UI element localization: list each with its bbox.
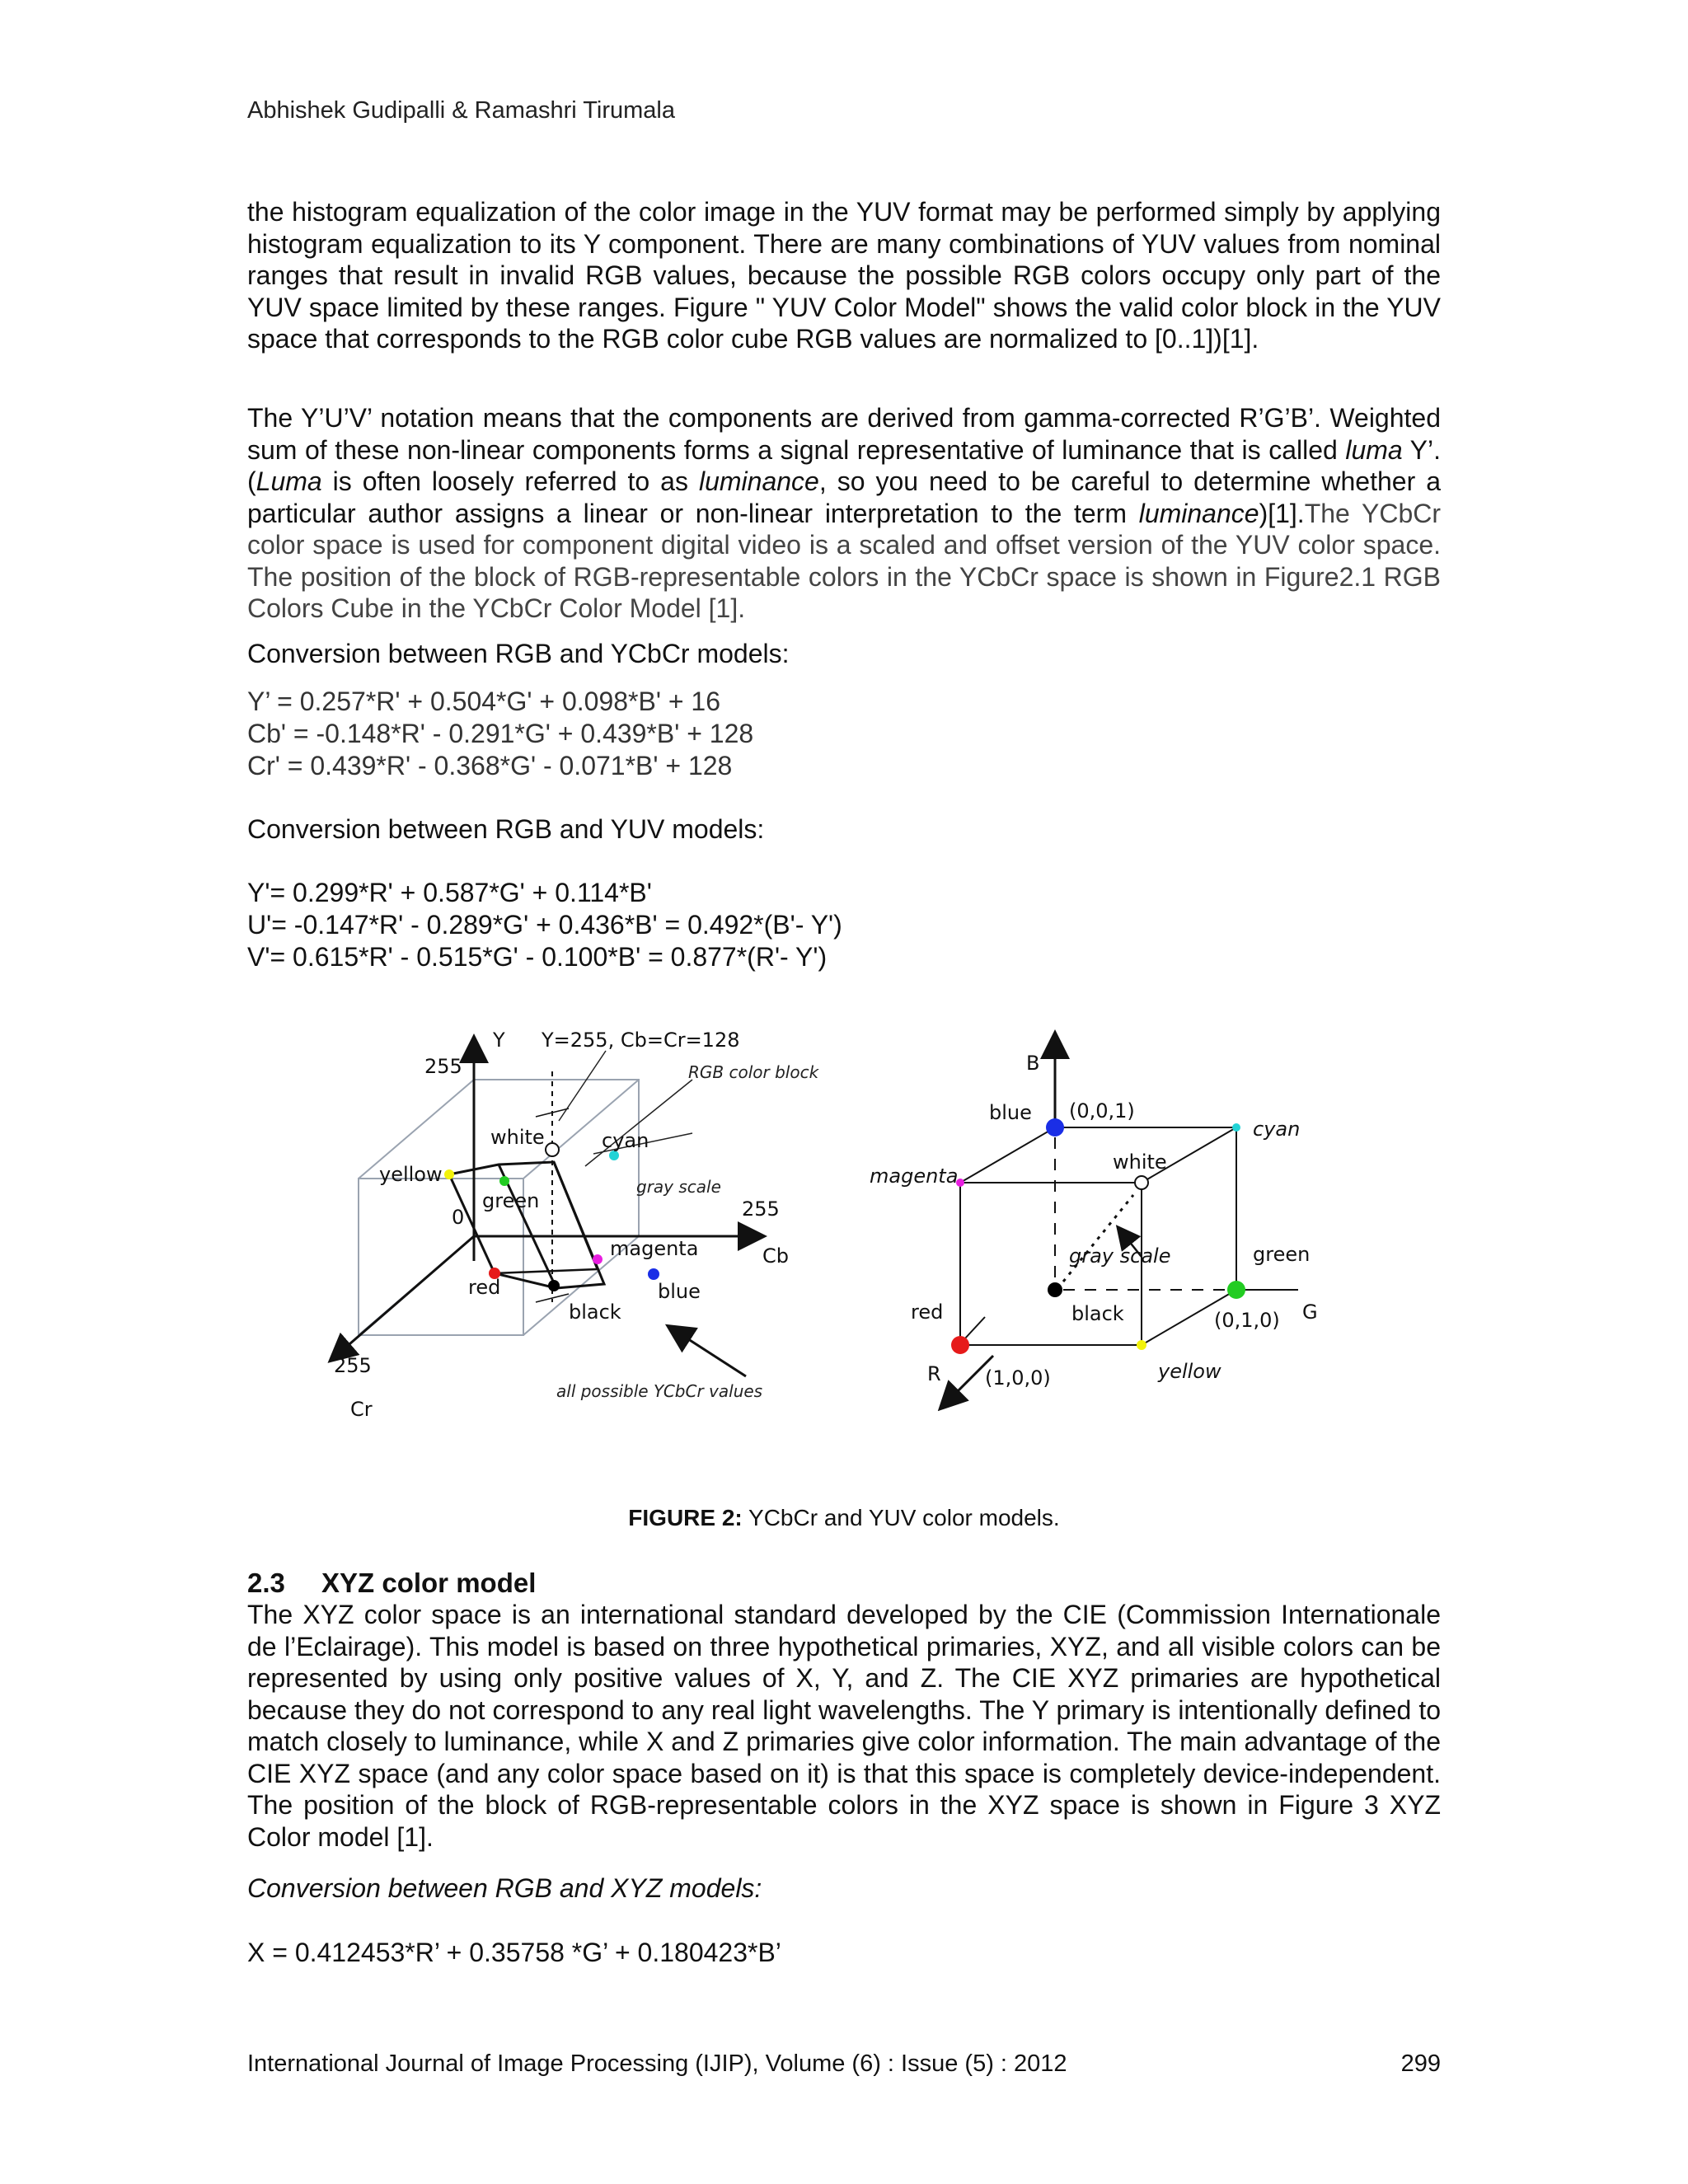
italic-term: Luma bbox=[256, 466, 322, 496]
node-blue bbox=[1046, 1118, 1064, 1137]
label-gray-scale: gray scale bbox=[1069, 1244, 1171, 1268]
section-heading bbox=[247, 1568, 536, 1599]
gray-scale-diagonal bbox=[1063, 1195, 1133, 1282]
node-white bbox=[546, 1143, 559, 1156]
ycbcr-diagram bbox=[313, 1022, 874, 1451]
y-axis-label: Y bbox=[493, 1029, 505, 1052]
g-axis-label: G bbox=[1302, 1301, 1318, 1324]
cr-axis-line bbox=[331, 1236, 474, 1360]
footer-journal: International Journal of Image Processing (IJIP), Volume (6) : Issue (5) : 2012 bbox=[247, 2050, 1067, 2077]
equation-y: Y’ = 0.257*R' + 0.504*G' + 0.098*B' + 16 bbox=[247, 687, 720, 716]
label-yellow: yellow bbox=[379, 1163, 443, 1186]
tick-255-y: 255 bbox=[424, 1055, 462, 1078]
label-red: red bbox=[468, 1276, 501, 1299]
label-black: black bbox=[1071, 1302, 1124, 1325]
label-yellow: yellow bbox=[1158, 1360, 1221, 1383]
label-blue: blue bbox=[658, 1280, 701, 1303]
text-run: Y’. ( bbox=[247, 434, 1442, 496]
label-red: red bbox=[911, 1301, 944, 1324]
b-axis-label: B bbox=[1026, 1052, 1040, 1075]
tick-0: 0 bbox=[452, 1206, 465, 1229]
node-red bbox=[951, 1336, 969, 1354]
node-black bbox=[1048, 1282, 1062, 1297]
text-run: The Y’U’V’ notation means that the components are derived from gamma-corrected R’G’B’. Weighted sum of these non-linear components forms a signal representative of luminance that is called bbox=[247, 403, 1441, 465]
caption-text: YCbCr and YUV color models. bbox=[742, 1505, 1060, 1530]
italic-term: luminance bbox=[698, 466, 819, 496]
node-cyan bbox=[1232, 1123, 1240, 1132]
label-gray-scale: gray scale bbox=[636, 1177, 721, 1197]
yuv-equations bbox=[247, 877, 842, 973]
yuv-conversion-heading: Conversion between RGB and YUV models: bbox=[247, 814, 765, 844]
xyz-conversion-heading: Conversion between RGB and XYZ models: bbox=[247, 1873, 762, 1903]
label-blue-coord: (0,0,1) bbox=[1069, 1099, 1135, 1122]
tick-255-cb: 255 bbox=[742, 1197, 780, 1221]
equation-u: U'= -0.147*R' - 0.289*G' + 0.436*B' = 0.492*(B'- Y') bbox=[247, 910, 842, 940]
equation-x: X = 0.412453*R’ + 0.35758 *G’ + 0.180423*B’ bbox=[247, 1938, 781, 1967]
hidden-edge-tick bbox=[964, 1317, 985, 1339]
node-yellow bbox=[444, 1169, 454, 1179]
node-magenta bbox=[593, 1254, 603, 1264]
italic-term: luminance bbox=[1138, 498, 1259, 528]
text-run: is often loosely referred to as bbox=[321, 466, 699, 496]
ycbcr-equations bbox=[247, 686, 753, 782]
rgb-color-block bbox=[449, 1162, 604, 1288]
cr-axis-label: Cr bbox=[350, 1398, 373, 1421]
gray-pointer-anchor bbox=[1133, 1199, 1142, 1232]
label-magenta: magenta bbox=[870, 1165, 959, 1188]
tick-255-cr: 255 bbox=[334, 1354, 372, 1377]
label-magenta: magenta bbox=[610, 1237, 699, 1260]
paragraph-histogram: the histogram equalization of the color image in the YUV format may be performed simply by applying histogram equalization to its Y component. There are many combinations of YUV values from nominal ranges that result in invalid RGB values, because the possible RGB colors occupy only part of the YUV space limited by these ranges. Figure " YUV Color Model" shows the valid color block in the YUV space that corresponds to the RGB color cube RGB values are normalized to [0..1])[1]. bbox=[247, 197, 1441, 354]
node-green bbox=[1227, 1281, 1245, 1299]
equation-y-yuv: Y'= 0.299*R' + 0.587*G' + 0.114*B' bbox=[247, 878, 652, 907]
equation-cb: Cb' = -0.148*R' - 0.291*G' + 0.439*B' + 128 bbox=[247, 719, 754, 748]
label-green: green bbox=[1253, 1243, 1311, 1266]
node-black bbox=[548, 1280, 560, 1291]
label-cyan: cyan bbox=[1253, 1118, 1301, 1141]
label-white: white bbox=[490, 1126, 545, 1149]
figure-caption bbox=[0, 1505, 1688, 1531]
node-blue bbox=[648, 1268, 659, 1280]
label-green: green bbox=[482, 1189, 540, 1212]
top-note: Y=255, Cb=Cr=128 bbox=[542, 1029, 740, 1052]
node-yellow bbox=[1137, 1340, 1146, 1350]
italic-term: luma bbox=[1345, 434, 1403, 465]
node-white bbox=[1135, 1176, 1148, 1189]
rgb-cube-diagram bbox=[853, 1022, 1348, 1434]
label-g-coord: (0,1,0) bbox=[1214, 1309, 1280, 1332]
label-black: black bbox=[569, 1301, 621, 1324]
page-number: 299 bbox=[1400, 2050, 1441, 2077]
label-cyan: cyan bbox=[602, 1129, 649, 1152]
label-blue: blue bbox=[989, 1101, 1032, 1124]
section-number: 2.3 bbox=[247, 1568, 285, 1598]
pointer-line bbox=[559, 1051, 606, 1121]
cb-axis-label: Cb bbox=[762, 1244, 789, 1268]
pointer-arrow bbox=[669, 1327, 746, 1376]
label-r-coord: (1,0,0) bbox=[985, 1366, 1051, 1390]
text-run-ycbcr: The YCbCr color space is used for component digital video is a scaled and offset version of the YUV color space. The position of the block of RGB-representable colors in the YCbCr space is shown in Figure2.1 RGB Colors Cube in the YCbCr Color Model [1]. bbox=[247, 498, 1441, 623]
node-green bbox=[499, 1176, 509, 1186]
running-head-authors: Abhishek Gudipalli & Ramashri Tirumala bbox=[247, 97, 675, 124]
section-title: XYZ color model bbox=[321, 1568, 537, 1598]
text-run: , so you need to be careful to determine whether a particular author assigns a linear or non-linear interpretation to the term bbox=[247, 466, 1442, 528]
text-run: )[1]. bbox=[1259, 498, 1305, 528]
paragraph-yuv-notation bbox=[247, 402, 1441, 625]
paragraph-xyz: The XYZ color space is an international standard developed by the CIE (Commission Internationale de l’Eclairage). This model is based on three hypothetical primaries, XYZ, and all visible colors can be represented by using only positive values of X, Y, and Z. The CIE XYZ primaries are hypothetical because they do not correspond to any real light wavelengths. The Y primary is intentionally defined to match closely to luminance, while X and Z primaries give color information. The main advantage of the CIE XYZ space (and any color space based on it) is that this space is completely device-independent. The position of the block of RGB-representable colors in the XYZ space is shown in Figure 3 XYZ Color model [1]. bbox=[247, 1600, 1441, 1852]
equation-cr: Cr' = 0.439*R' - 0.368*G' - 0.071*B' + 128 bbox=[247, 751, 733, 780]
label-all-values: all possible YCbCr values bbox=[556, 1381, 763, 1401]
label-white: white bbox=[1113, 1151, 1167, 1174]
ycbcr-conversion-heading: Conversion between RGB and YCbCr models: bbox=[247, 639, 790, 668]
equation-v: V'= 0.615*R' - 0.515*G' - 0.100*B' = 0.877*(R'- Y') bbox=[247, 942, 828, 972]
caption-label: FIGURE 2: bbox=[628, 1505, 743, 1530]
r-axis-label: R bbox=[927, 1362, 941, 1385]
label-rgb-block: RGB color block bbox=[688, 1062, 819, 1082]
